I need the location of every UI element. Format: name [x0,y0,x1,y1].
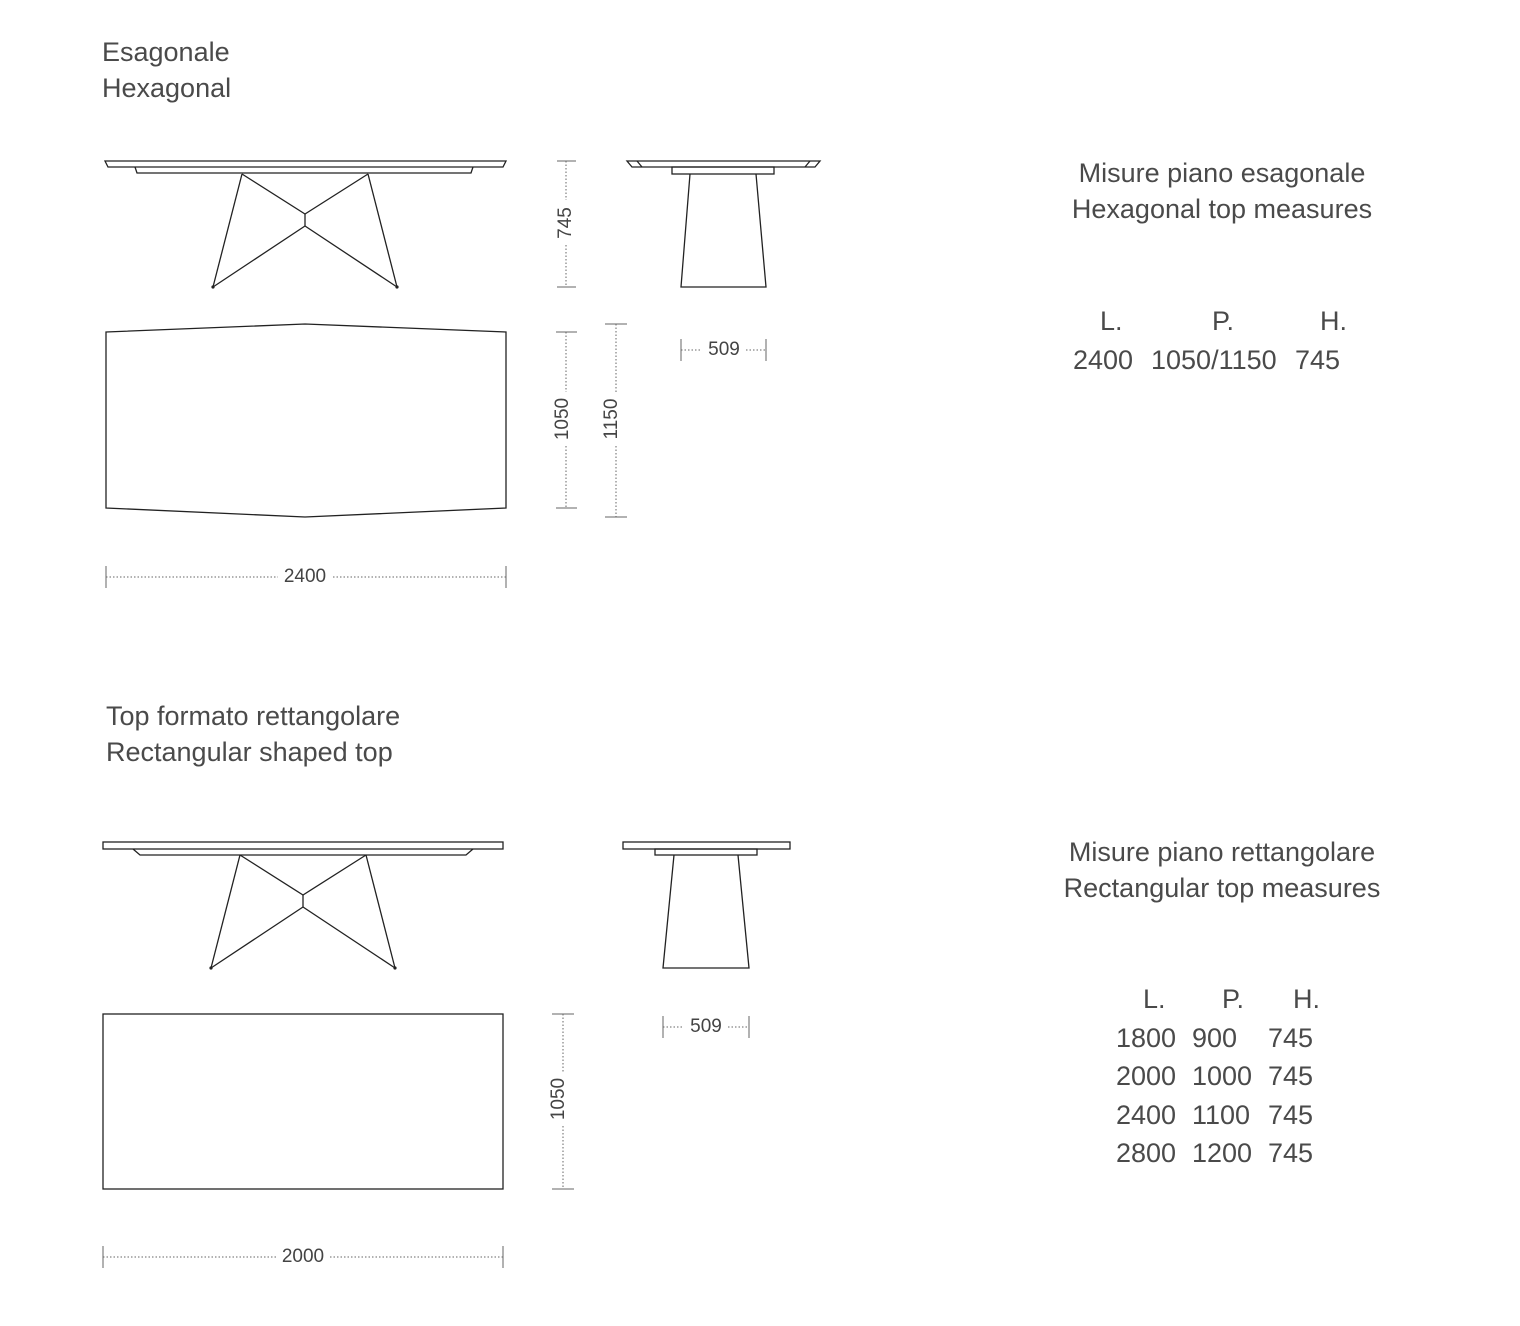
hexagonal-title-en: Hexagonal [102,73,232,103]
cell-length: 2400 [1073,344,1134,375]
hex-height-label: 745 [555,207,577,239]
hexagonal-title-it: Esagonale [102,37,230,67]
cell-height: 745 [1268,1138,1314,1168]
hex-front-elevation [105,161,506,289]
rectangular-measures-title-en: Rectangular top measures [1063,873,1381,903]
hex-length-dimension [106,566,506,588]
rect-base-dimension [663,1016,749,1038]
cell-height: 745 [1268,1099,1314,1130]
header-length: L. [1143,984,1166,1014]
rect-length-dimension [103,1246,503,1268]
cell-length: 2400 [1116,1099,1177,1130]
header-height: H. [1320,306,1347,336]
cell-depth: 1000 [1192,1061,1253,1091]
rect-depth-dimension [548,1014,574,1189]
cell-depth: 1050/1150 [1151,344,1277,375]
rect-front-elevation [103,842,503,970]
hexagonal-measures-title-it: Misure piano esagonale [1078,158,1366,188]
hex-top-plan [106,324,506,517]
hex-depth-max-dimension [601,324,627,517]
rect-base-label: 509 [690,1016,722,1038]
rectangular-measures-title-it: Misure piano rettangolare [1068,837,1376,867]
rect-top-plan [103,1014,503,1189]
header-height: H. [1293,984,1320,1014]
hex-depth-min-dimension [552,332,577,508]
rectangular-title-en: Rectangular shaped top [106,737,393,767]
cell-height: 745 [1268,1022,1314,1053]
hex-height-dimension [555,161,576,287]
hex-depth-max-label: 1150 [601,398,623,440]
hex-side-elevation [627,161,820,287]
rectangular-title-it: Top formato rettangolare [106,701,401,731]
hex-depth-min-label: 1050 [552,397,574,441]
hex-base-label: 509 [708,339,740,361]
header-depth: P. [1222,984,1245,1014]
cell-height: 745 [1268,1061,1314,1091]
header-length: L. [1100,306,1123,336]
rect-length-label: 2000 [281,1246,325,1268]
cell-depth: 900 [1192,1022,1238,1053]
cell-depth: 1100 [1192,1099,1251,1130]
cell-depth: 1200 [1192,1138,1253,1168]
cell-height: 745 [1295,344,1341,375]
hex-base-dimension [681,339,766,361]
cell-length: 1800 [1116,1022,1177,1053]
rect-side-elevation [623,842,790,968]
cell-length: 2800 [1116,1138,1177,1168]
hexagonal-measures-title-en: Hexagonal top measures [1071,194,1373,224]
header-depth: P. [1212,306,1235,336]
cell-length: 2000 [1116,1061,1177,1091]
hex-length-label: 2400 [283,566,327,588]
rect-depth-label: 1050 [548,1077,570,1121]
